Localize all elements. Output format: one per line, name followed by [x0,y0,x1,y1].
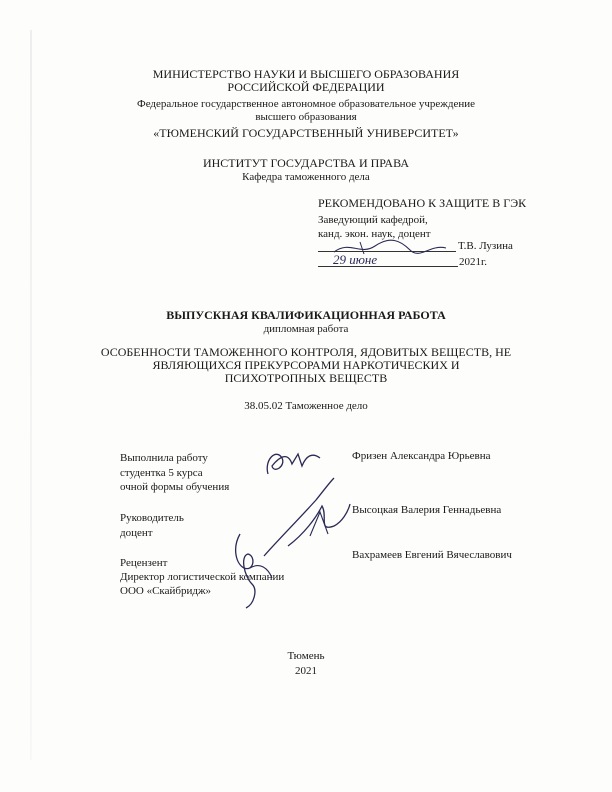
author-role-2: студентка 5 курса [120,467,203,479]
supervisor-role-2: доцент [120,527,153,539]
reviewer-role-2: Директор логистической компании [120,571,285,583]
approval-degree: канд. экон. наук, доцент [318,228,431,240]
reviewer-role-1: Рецензент [120,557,168,569]
reviewer-signature-icon [228,528,278,612]
org-line-1: Федеральное государственное автономное образовательное учреждение [137,98,475,110]
approval-year: 2021г. [459,256,488,268]
org-line-2: высшего образования [255,111,357,123]
approval-name: Т.В. Лузина [458,240,513,252]
ministry-line-1: МИНИСТЕРСТВО НАУКИ И ВЫСШЕГО ОБРАЗОВАНИЯ [152,67,460,81]
author-role-1: Выполнила работу [120,452,208,464]
supervisor-role-1: Руководитель [120,512,184,524]
author-signature-icon [262,446,324,480]
author-role-3: очной формы обучения [120,481,230,493]
footer-city: Тюмень [287,650,325,662]
ministry-line-2: РОССИЙСКОЙ ФЕДЕРАЦИИ [227,80,385,94]
specialty: 38.05.02 Таможенное дело [244,400,368,412]
work-type-title: ВЫПУСКНАЯ КВАЛИФИКАЦИОННАЯ РАБОТА [166,308,446,322]
author-name: Фризен Александра Юрьевна [352,450,491,462]
supervisor-name: Высоцкая Валерия Геннадьевна [352,504,502,516]
topic-line-1: ОСОБЕННОСТИ ТАМОЖЕННОГО КОНТРОЛЯ, ЯДОВИТЫХ ВЕЩЕСТВ, НЕ [100,345,512,359]
approval-date-handwritten: 29 июне [333,252,378,267]
university-name: «ТЮМЕНСКИЙ ГОСУДАРСТВЕННЫЙ УНИВЕРСИТЕТ» [153,126,459,140]
work-subtype: дипломная работа [263,323,349,335]
approval-signature-icon [330,236,450,258]
topic-line-2: ЯВЛЯЮЩИХСЯ ПРЕКУРСОРАМИ НАРКОТИЧЕСКИХ И [152,358,460,372]
institute-name: ИНСТИТУТ ГОСУДАРСТВА И ПРАВА [202,156,410,170]
reviewer-role-3: ООО «Скайбридж» [120,585,212,597]
approval-title: РЕКОМЕНДОВАНО К ЗАЩИТЕ В ГЭК [318,196,527,210]
department-name: Кафедра таможенного дела [242,171,370,183]
topic-line-3: ПСИХОТРОПНЫХ ВЕЩЕСТВ [224,371,388,385]
footer-year: 2021 [295,665,317,677]
reviewer-name: Вахрамеев Евгений Вячеславович [352,549,512,561]
approval-position: Заведующий кафедрой, [318,214,428,226]
